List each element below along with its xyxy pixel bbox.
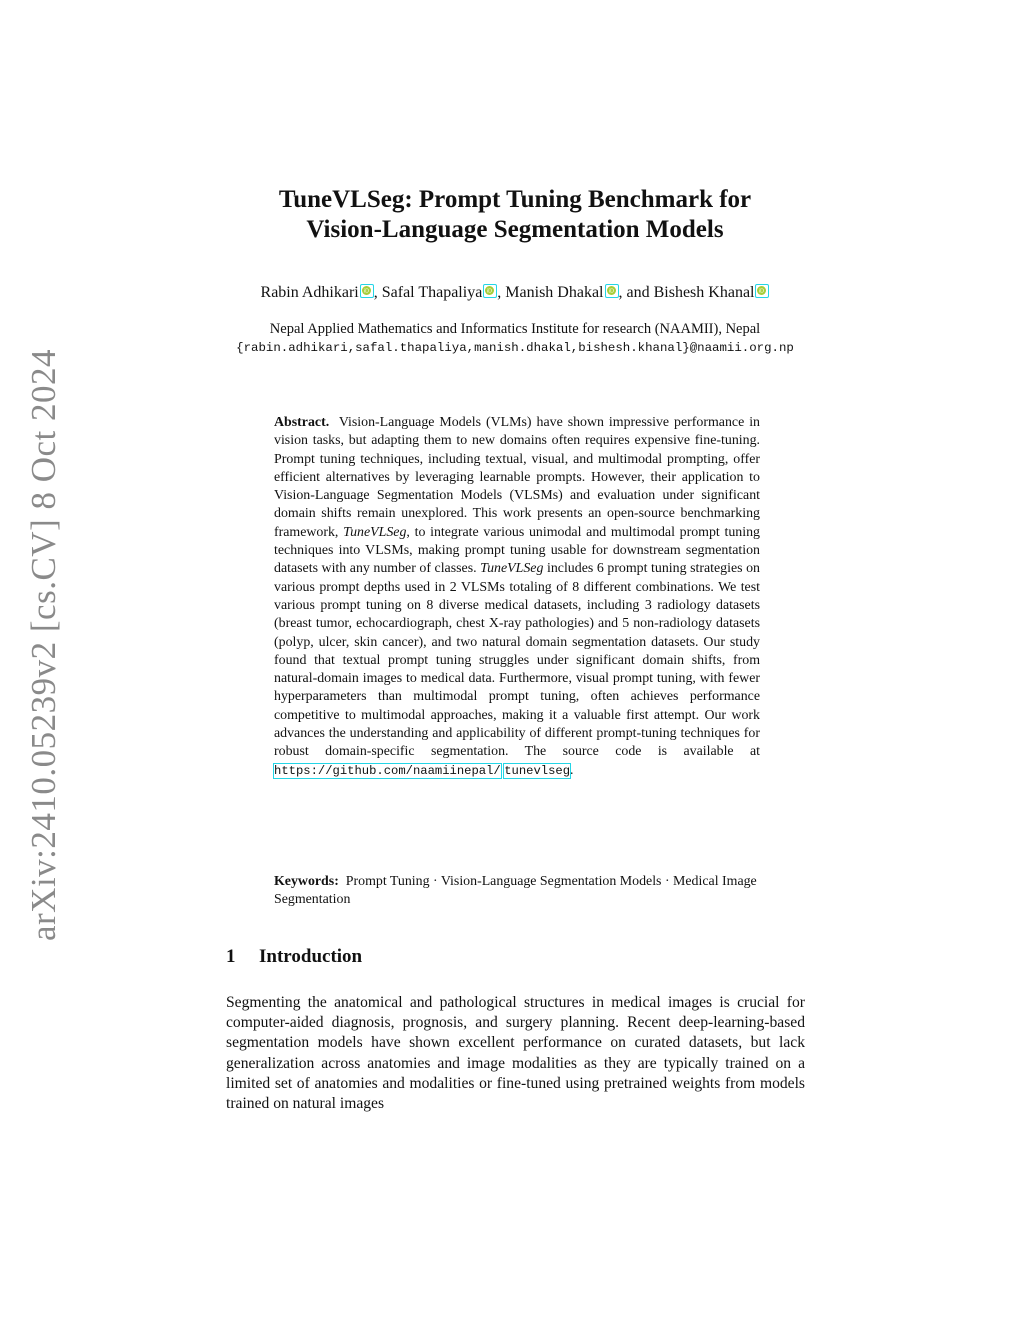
keywords-label: Keywords:	[274, 874, 339, 889]
author-separator: ,	[497, 284, 506, 301]
source-code-link-continued[interactable]: tunevlseg	[504, 763, 571, 778]
paper-title	[150, 185, 880, 245]
section-heading	[226, 946, 362, 968]
author-name: Rabin Adhikari	[260, 284, 359, 301]
keywords	[274, 873, 760, 910]
abstract-text: Vision-Language Models (VLMs) have shown impressive performance in vision tasks, but adapting them to new domains often requires expensive fine-tuning. Prompt tuning techniques, including textual, visual, and multimodal prompting, offer efficient alternatives by leveraging learnable prompts. However, their application to Vision-Language Segmentation Models (VLSMs) and evaluation under significant domain shifts remain unexplored. This work presents an open-source benchmarking framework,	[274, 415, 760, 540]
framework-name: TuneVLSeg	[343, 524, 407, 540]
introduction-paragraph: Segmenting the anatomical and pathological structures in medical images is crucial for computer-aided diagnosis, prognosis, and surgery planning. Recent deep-learning-based segmentation models have shown excellent performance on curated datasets, but lack generalization across anatomies and image modalities as they are typically trained on a limited set of anatomies and modalities or fine-tuned using pretrained weights from models trained on natural images	[226, 994, 805, 1113]
author-emails: {rabin.adhikari,safal.thapaliya,manish.dhakal,bishesh.khanal}@naamii.org.np	[236, 341, 794, 355]
abstract-text-end: .	[570, 762, 574, 778]
svg-text:iD: iD	[487, 288, 493, 295]
svg-text:iD: iD	[759, 288, 765, 295]
arxiv-identifier: arXiv:2410.05239v2 [cs.CV] 8 Oct 2024	[24, 348, 63, 942]
author-list	[150, 284, 880, 302]
author-name: Safal Thapaliya	[381, 284, 483, 301]
source-code-link[interactable]: https://github.com/naamiinepal/	[274, 763, 501, 778]
svg-text:iD: iD	[608, 288, 614, 295]
institute-name: Nepal Applied Mathematics and Informatics Institute for research (NAAMII), Nepal	[269, 321, 761, 337]
title-line-1: TuneVLSeg: Prompt Tuning Benchmark for	[278, 186, 752, 213]
keywords-text: Prompt Tuning · Vision-Language Segmentation Models · Medical Image Segmentation	[274, 874, 757, 908]
abstract-text: , to integrate various unimodal and multimodal prompt tuning techniques into VLSMs, making prompt tuning usable for downstream segmentation datasets with any number of classes.	[274, 524, 760, 577]
abstract-label: Abstract.	[274, 415, 330, 430]
svg-text:iD: iD	[363, 288, 369, 295]
section-title: Introduction	[259, 946, 363, 967]
orcid-icon[interactable]	[605, 284, 619, 298]
orcid-icon[interactable]	[755, 284, 769, 298]
section-number: 1	[226, 946, 236, 967]
title-line-2: Vision-Language Segmentation Models	[306, 216, 724, 243]
author-separator: , and	[618, 284, 654, 301]
author-name: Bishesh Khanal	[653, 284, 755, 301]
affiliation	[150, 320, 880, 358]
author-separator: ,	[373, 284, 382, 301]
orcid-icon[interactable]	[360, 284, 374, 298]
abstract	[274, 414, 760, 780]
framework-name: TuneVLSeg	[480, 561, 544, 577]
orcid-icon[interactable]	[483, 284, 497, 298]
abstract-text: includes 6 prompt tuning strategies on various prompt depths used in 2 VLSMs totaling of 8 different combinations. We test various prompt tuning on 8 diverse medical datasets, including 3 radiology datasets (breast tumor, echocardiograph, chest X-ray pathologies) and 5 non-radiology datasets (polyp, ulcer, skin cancer), and two natural domain segmentation datasets. Our study found that textual prompt tuning struggles under significant domain shifts, from natural-domain images to medical data. Furthermore, visual prompt tuning, with fewer hyperparameters than multimodal prompt tuning, often achieves performance competitive to multimodal approaches, making it a valuable first attempt. Our work advances the understanding and applicability of different prompt-tuning techniques for robust domain-specific segmentation. The source code is available at	[274, 561, 760, 760]
author-name: Manish Dhakal	[505, 284, 604, 301]
